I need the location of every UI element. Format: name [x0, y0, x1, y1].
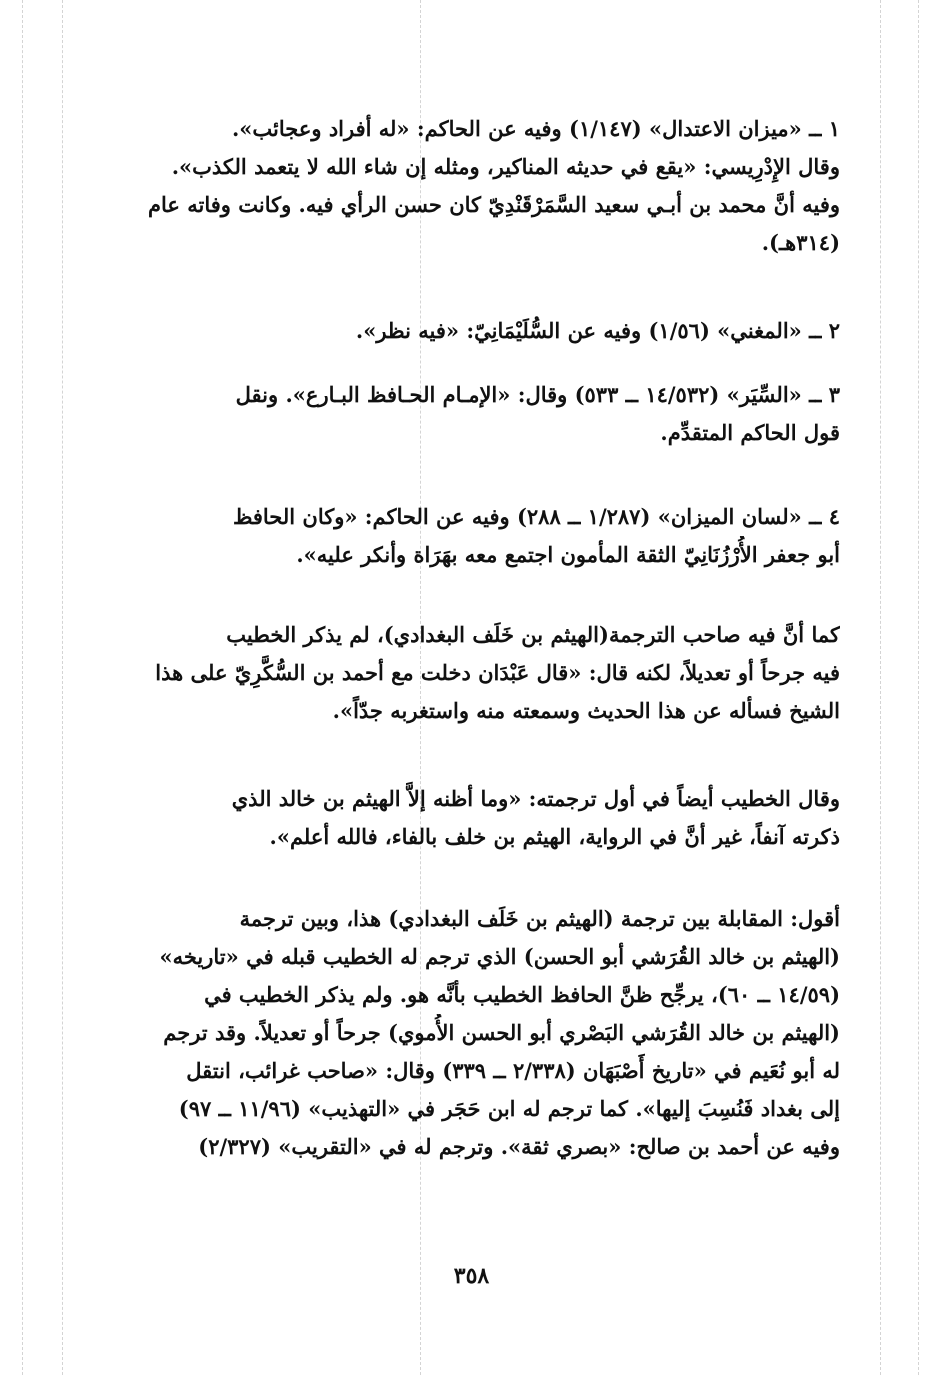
text-line: له أبو نُعَيم في «تاريخ أَصْبَهَان (٢/٣٣٨ ــ ٣٣٩) وقال: «صاحب غرائب، انتقل	[186, 1058, 840, 1083]
paragraph-author-comment	[88, 900, 840, 1166]
text-line: وفيه أنَّ محمد بن أبـي سعيد السَّمَرْقَنْدِيّ كان حسن الرأي فيه. وكانت وفاته عام	[148, 192, 840, 217]
text-line: قول الحاكم المتقدِّم.	[660, 420, 840, 445]
footnote-2	[88, 312, 840, 350]
text-line: وقال الإِدْرِيسي: «يقع في حديثه المناكير، ومثله إن شاء الله لا يتعمد الكذب».	[171, 154, 840, 179]
scan-gridline	[62, 0, 63, 1375]
text-line: الشيخ فسأله عن هذا الحديث وسمعته منه واستغربه جدّاً».	[332, 698, 840, 723]
text-line: (٣١٤هـ).	[761, 230, 840, 255]
footnote-3	[88, 376, 840, 452]
text-line: كما أنَّ فيه صاحب الترجمة(الهيثم بن خَلَف البغدادي)، لم يذكر الخطيب	[226, 622, 840, 647]
text-line: فيه جرحاً أو تعديلاً، لكنه قال: «قال عَبْدَان دخلت مع أحمد بن السُّكَّرِيّ على هذا	[155, 660, 840, 685]
paragraph-khatib-quote	[88, 780, 840, 856]
text-line: (١٤/٥٩ ــ ٦٠)، يرجِّح ظنَّ الحافظ الخطيب بأنَّه هو. ولم يذكر الخطيب في	[204, 982, 840, 1007]
text-line: ٤ ــ «لسان الميزان» (١/٢٨٧ ــ ٢٨٨) وفيه عن الحاكم: «وكان الحافظ	[232, 504, 840, 529]
scan-gridline	[22, 0, 23, 1375]
text-line: ١ ــ «ميزان الاعتدال» (١/١٤٧) وفيه عن الحاكم: «له أفراد وعجائب».	[231, 116, 840, 141]
text-line: وقال الخطيب أيضاً في أول ترجمته: «وما أظنه إلاَّ الهيثم بن خالد الذي	[231, 786, 840, 811]
text-line: أبو جعفر الأُرْزُنَانِيّ الثقة المأمون اجتمع معه بهَرَاة وأنكر عليه».	[296, 542, 840, 567]
footnote-4	[88, 498, 840, 574]
footnote-1	[88, 110, 840, 262]
text-line: أقول: المقابلة بين ترجمة (الهيثم بن خَلَف البغدادي) هذا، وبين ترجمة	[239, 906, 840, 931]
page-number: ٣٥٨	[453, 1263, 490, 1289]
text-line: ذكرته آنفاً، غير أنَّ في الرواية، الهيثم بن خلف بالفاء، فالله أعلم».	[269, 824, 840, 849]
text-line: إلى بغداد فَنُسِبَ إليها». كما ترجم له ابن حَجَر في «التهذيب» (١١/٩٦ ــ ٩٧)	[178, 1096, 840, 1121]
scan-gridline	[880, 0, 881, 1375]
text-line: ٣ ــ «السِّيَر» (١٤/٥٣٢ ــ ٥٣٣) وقال: «الإمـام الحـافظ البـارع». ونقل	[235, 382, 840, 407]
paragraph-khatib-note	[88, 616, 840, 730]
text-line: (الهيثم بن خالد القُرَشي أبو الحسن) الذي ترجم له الخطيب قبله في «تاريخه»	[159, 944, 840, 969]
text-line: (الهيثم بن خالد القُرَشي البَصْري أبو الحسن الأُموي) جرحاً أو تعديلاً. وقد ترجم	[163, 1020, 840, 1045]
scan-gridline	[918, 0, 919, 1375]
text-line: وفيه عن أحمد بن صالح: «بصري ثقة». وترجم له في «التقريب» (٢/٣٢٧)	[198, 1134, 840, 1159]
text-line: ٢ ــ «المغني» (١/٥٦) وفيه عن السُّلَيْمَانِيّ: «فيه نظر».	[355, 318, 840, 343]
